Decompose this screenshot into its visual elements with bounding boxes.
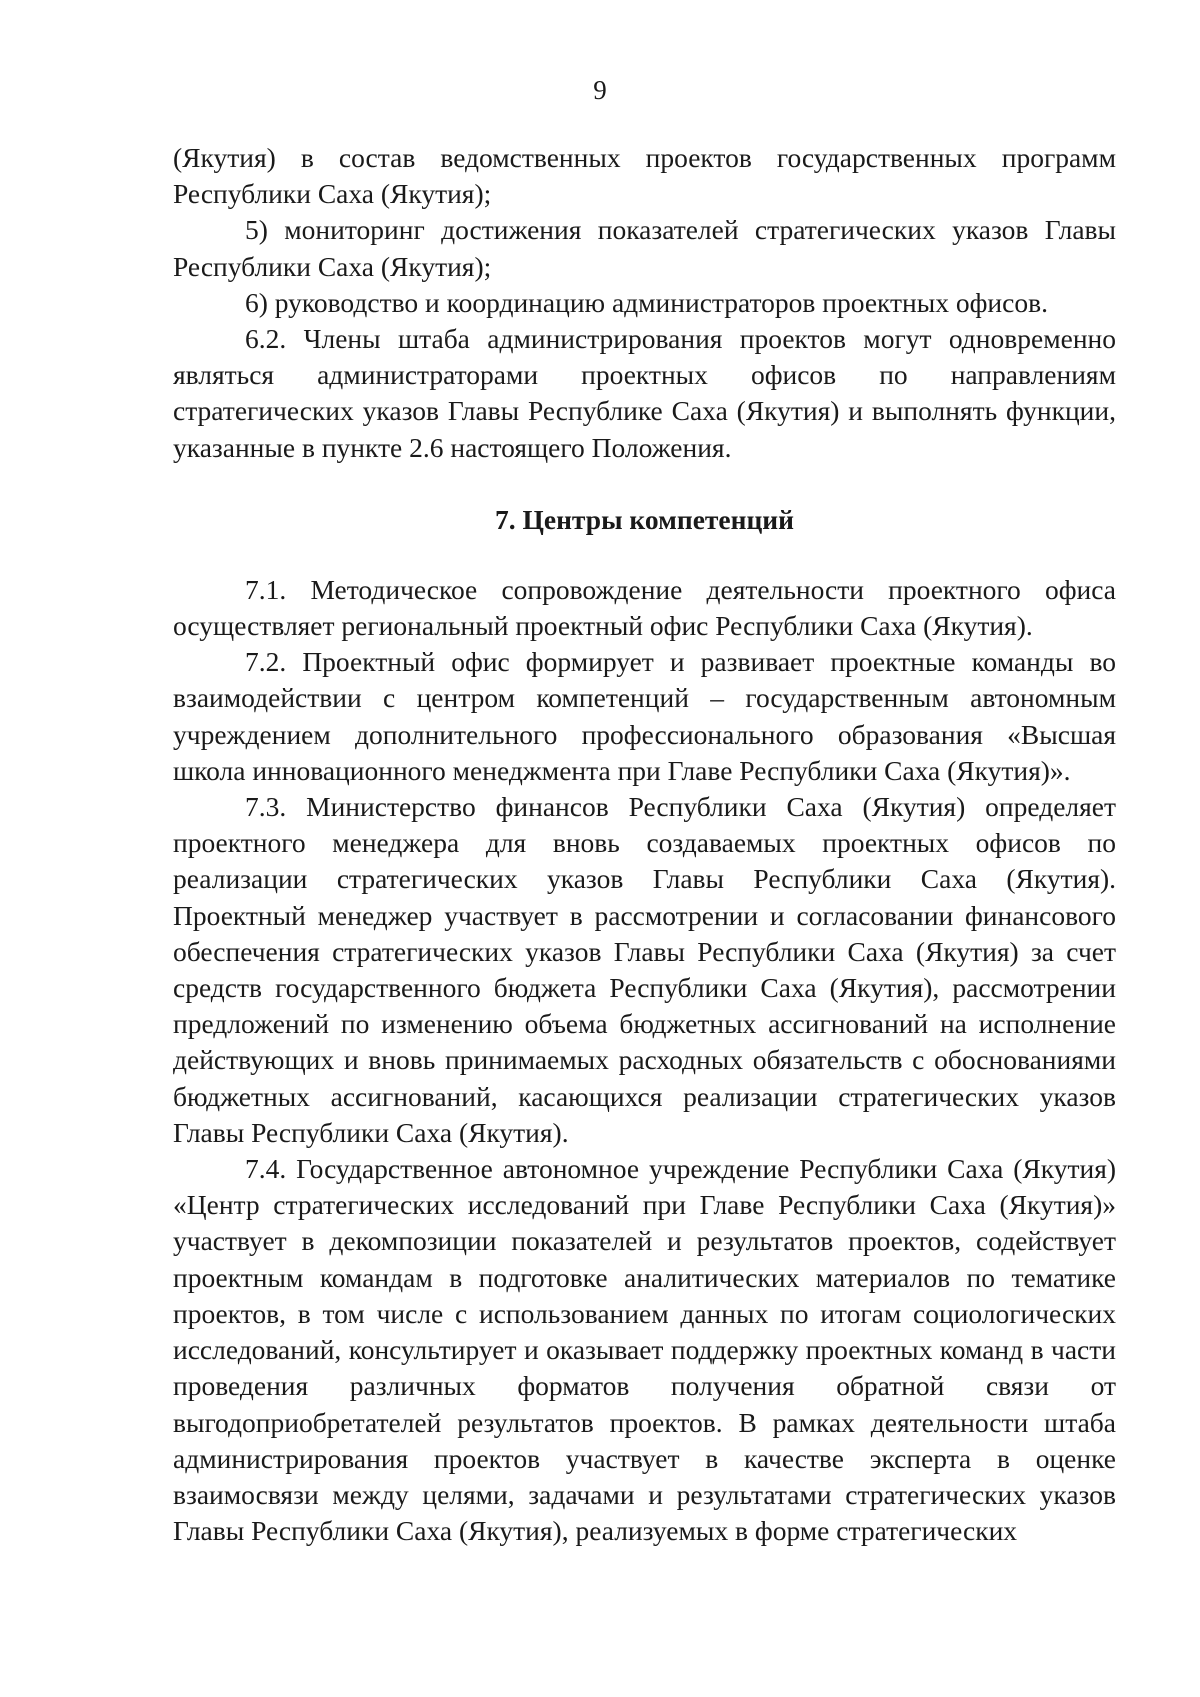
paragraph-item-6: 6) руководство и координацию администраторов проектных офисов. bbox=[245, 286, 1048, 318]
paragraph-7-2: 7.2. Проектный офис формирует и развивает проектные команды во взаимодействии с центром компетенций – государственным автономным учреждением дополнительного профессионального образования «Высшая школа инновационного менеджмента при Главе Республики Саха (Якутия)». bbox=[173, 646, 1116, 786]
paragraph-7-1: 7.1. Методическое сопровождение деятельности проектного офиса осуществляет региональный проектный офис Республики Саха (Якутия). bbox=[173, 573, 1116, 642]
paragraph-7-4: 7.4. Государственное автономное учреждение Республики Саха (Якутия) «Центр стратегических исследований при Главе Республики Саха (Якутия)» участвует в декомпозиции показателей и результатов проектов, содействует проектным командам в подготовке аналитических материалов по тематике проектов, в том числе с использованием данных по итогам социологических исследований, консультирует и оказывает поддержку проектных команд в части проведения различных форматов получения обратной связи от выгодоприобретателей результатов проектов. В рамках деятельности штаба администрирования проектов участвует в качестве эксперта в оценке взаимосвязи между целями, задачами и результатами стратегических указов Главы Республики Саха (Якутия), реализуемых в форме стратегических bbox=[173, 1153, 1116, 1547]
document-body bbox=[173, 140, 1116, 1549]
paragraph-6-2: 6.2. Члены штаба администрирования проектов могут одновременно являться администраторами проектных офисов по направлениям стратегических указов Главы Республике Саха (Якутия) и выполнять функции, указанные в пункте 2.6 настоящего Положения. bbox=[173, 323, 1116, 463]
section-heading: 7. Центры компетенций bbox=[494, 503, 794, 535]
paragraph-7-3: 7.3. Министерство финансов Республики Саха (Якутия) определяет проектного менеджера для вновь создаваемых проектных офисов по реализации стратегических указов Главы Республики Саха (Якутия). Проектный менеджер участвует в рассмотрении и согласовании финансового обеспечения стратегических указов Главы Республики Саха (Якутия) за счет средств государственного бюджета Республики Саха (Якутия), рассмотрении предложений по изменению объема бюджетных ассигнований на исполнение действующих и вновь принимаемых расходных обязательств с обоснованиями бюджетных ассигнований, касающихся реализации стратегических указов Главы Республики Саха (Якутия). bbox=[173, 791, 1116, 1148]
page-number: 9 bbox=[593, 75, 607, 105]
paragraph-item-5: 5) мониторинг достижения показателей стратегических указов Главы Республики Саха (Якутия); bbox=[173, 214, 1116, 282]
paragraph-continuation: (Якутия) в состав ведомственных проектов государственных программ Республики Саха (Якутия); bbox=[173, 142, 1116, 210]
